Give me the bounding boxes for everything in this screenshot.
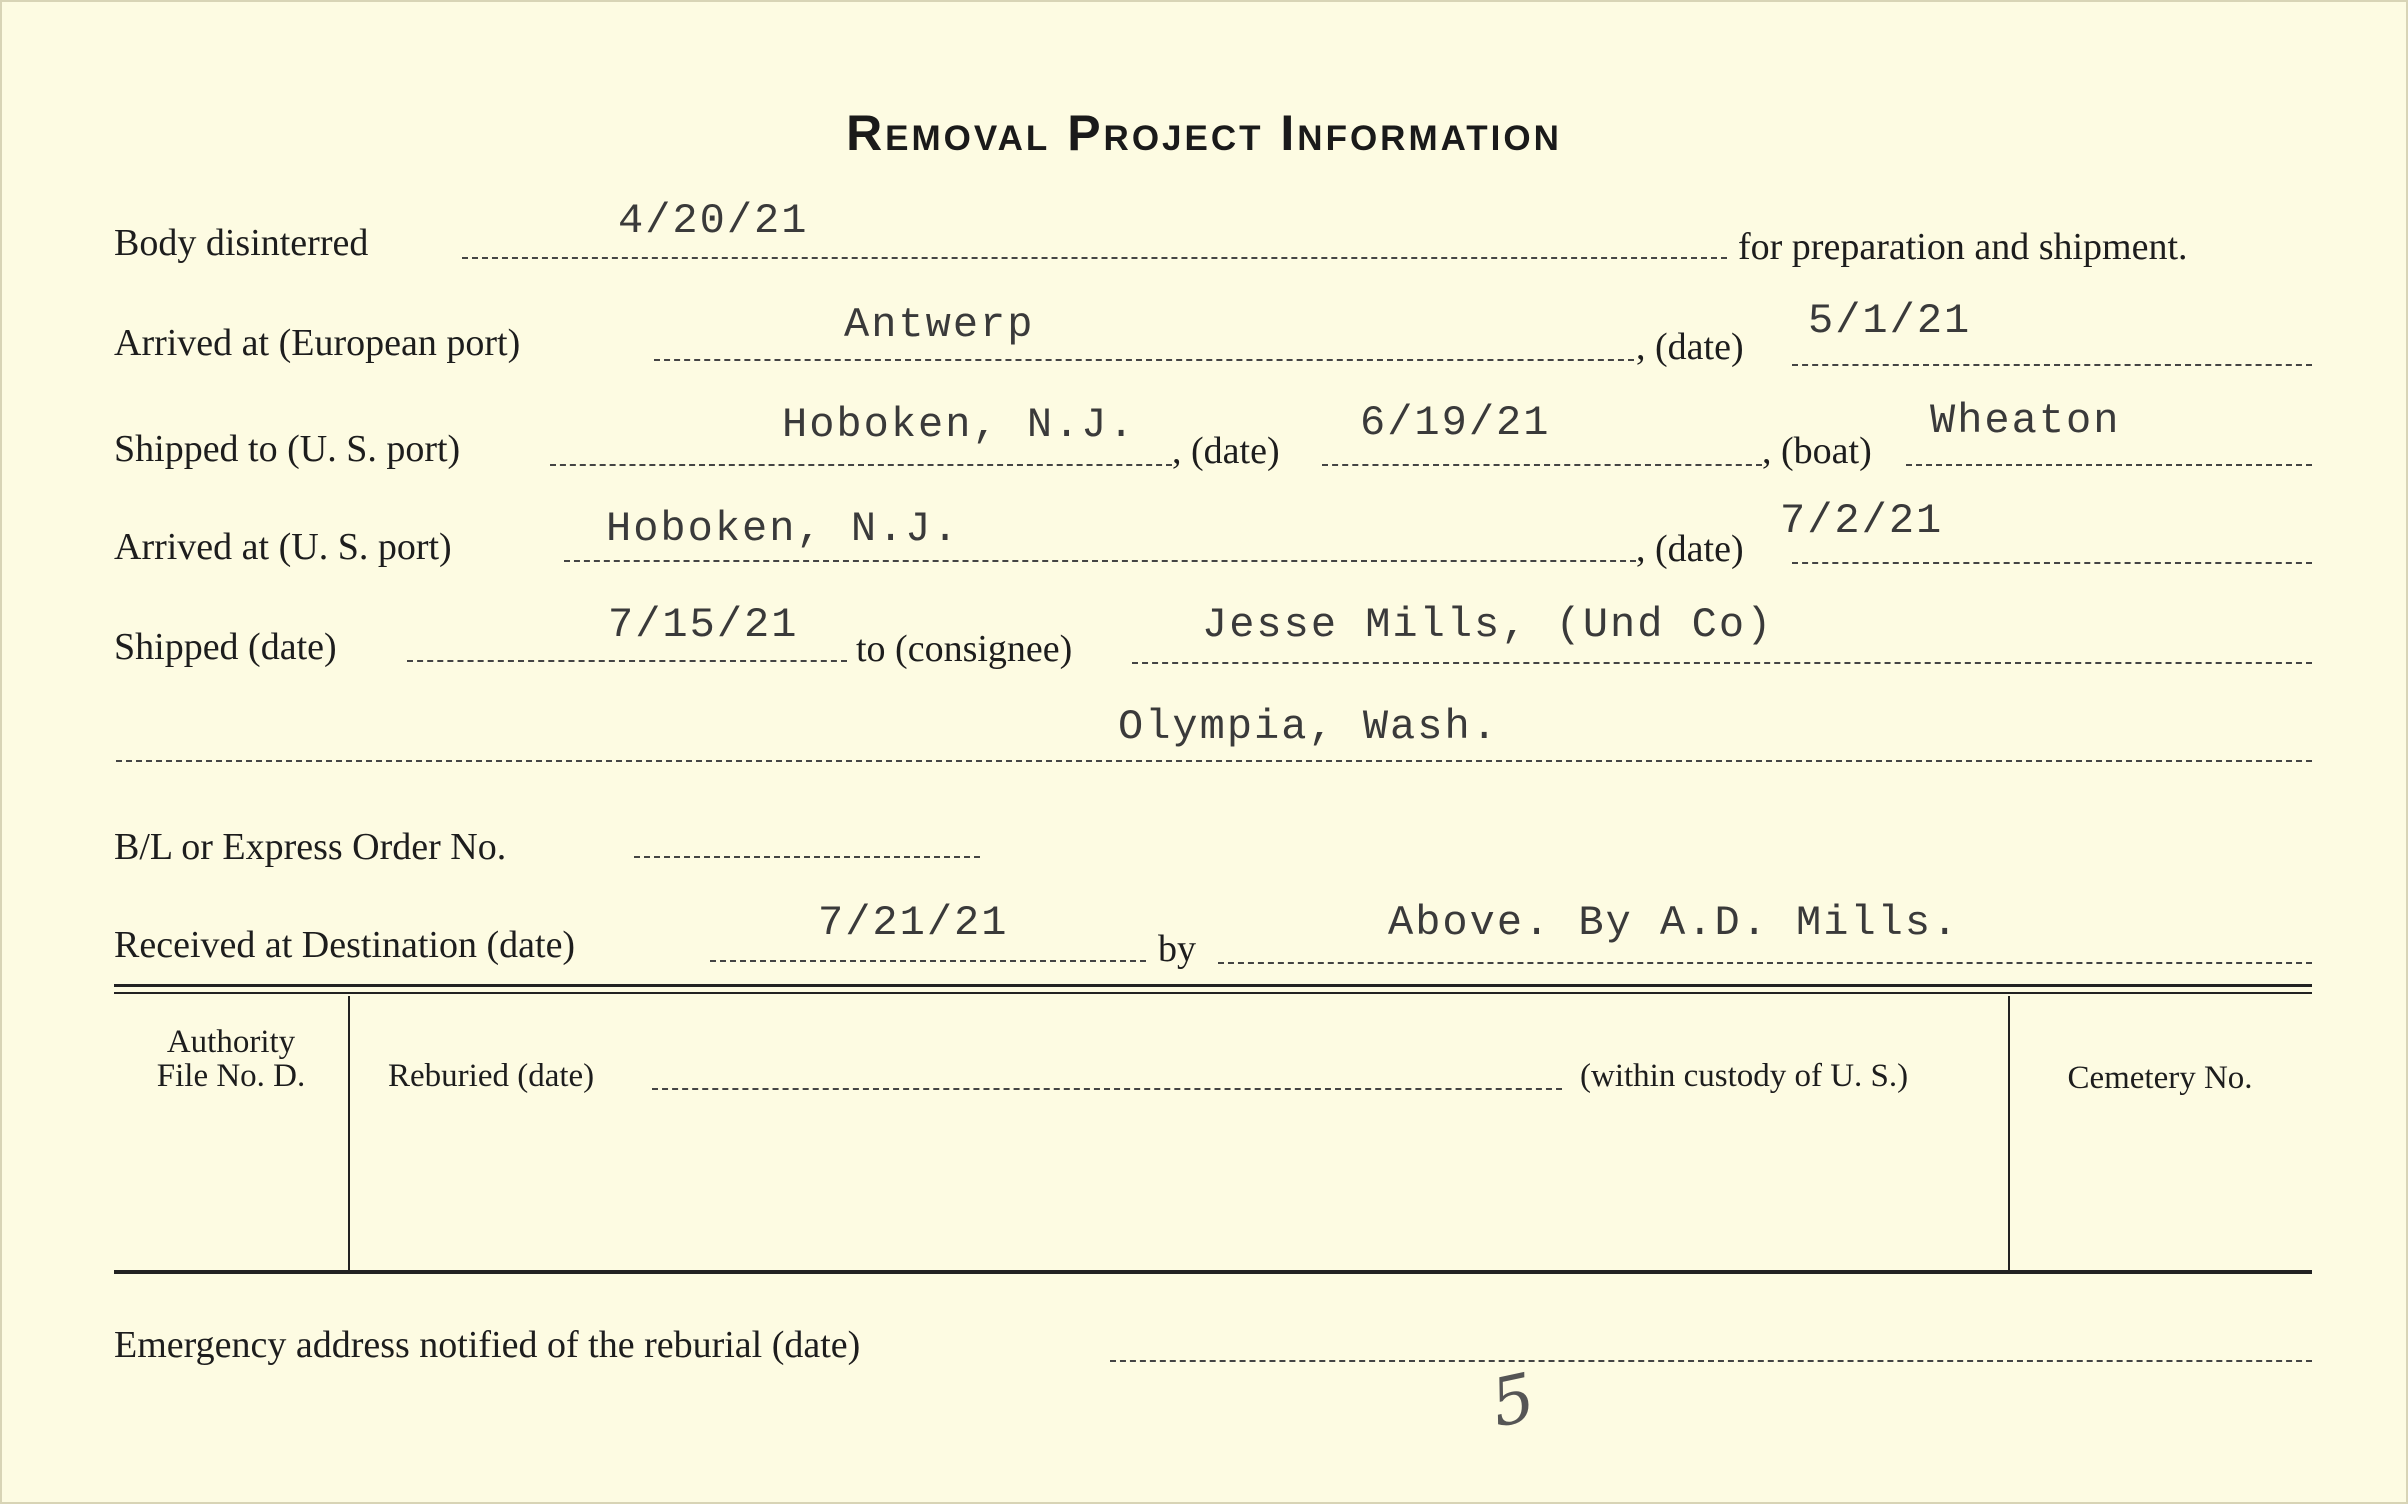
bl-line [634, 856, 980, 858]
us-shipped-date-label: , (date) [1172, 430, 1280, 472]
us-port-arrived-value: Hoboken, N.J. [606, 505, 960, 553]
consignee-address-line [116, 760, 2312, 762]
pen-mark: 5 [1484, 1358, 1542, 1443]
authority-label: Authority [166, 1024, 296, 1060]
table-top-rule-inner [114, 992, 2312, 994]
table-divider-left [348, 996, 350, 1270]
emergency-label: Emergency address notified of the reburial (date) [114, 1324, 861, 1366]
table-divider-right [2008, 996, 2010, 1270]
boat-line [1906, 464, 2312, 466]
us-port-arrived-line [564, 560, 1636, 562]
received-date-label: Received at Destination (date) [114, 924, 576, 966]
cemetery-label: Cemetery No. [2067, 1060, 2253, 1096]
boat-value: Wheaton [1930, 397, 2121, 445]
received-date-line [710, 960, 1146, 962]
consignee-address-value: Olympia, Wash. [1118, 703, 1499, 751]
received-by-label: by [1158, 928, 1196, 970]
disinterred-label: Body disinterred [114, 222, 369, 264]
us-arrived-date-label: , (date) [1636, 528, 1744, 570]
us-arrived-date-line [1792, 562, 2312, 564]
european-date-value: 5/1/21 [1808, 297, 1972, 345]
received-by-value: Above. By A.D. Mills. [1388, 899, 1960, 947]
shipped-date-line [407, 660, 847, 662]
reburied-line [652, 1088, 1562, 1090]
reburied-label: Reburied (date) [388, 1058, 595, 1094]
card-title: Removal Project Information [846, 105, 1562, 161]
shipped-date-value: 7/15/21 [608, 601, 799, 649]
us-port-shipped-label: Shipped to (U. S. port) [114, 428, 461, 470]
european-port-value: Antwerp [844, 301, 1035, 349]
custody-label: (within custody of U. S.) [1580, 1058, 1909, 1094]
disinterred-suffix: for preparation and shipment. [1738, 226, 2188, 268]
consignee-value: Jesse Mills, (Und Co) [1202, 601, 1774, 649]
us-port-arrived-label: Arrived at (U. S. port) [114, 526, 452, 568]
european-date-line [1792, 364, 2312, 366]
received-by-line [1218, 962, 2312, 964]
us-port-shipped-value: Hoboken, N.J. [782, 401, 1136, 449]
table-top-rule [114, 984, 2312, 987]
shipped-date-label: Shipped (date) [114, 626, 337, 668]
received-date-value: 7/21/21 [818, 899, 1009, 947]
us-shipped-date-line [1322, 464, 1762, 466]
us-shipped-date-value: 6/19/21 [1360, 399, 1551, 447]
european-port-label: Arrived at (European port) [114, 322, 521, 364]
emergency-line [1110, 1360, 2312, 1362]
us-port-shipped-line [550, 464, 1172, 466]
us-arrived-date-value: 7/2/21 [1780, 497, 1944, 545]
disinterred-line [462, 257, 1727, 259]
european-date-label: , (date) [1636, 326, 1744, 368]
consignee-line [1132, 662, 2312, 664]
consignee-label: to (consignee) [856, 628, 1073, 670]
european-port-line [654, 359, 1634, 361]
bl-label: B/L or Express Order No. [114, 826, 507, 868]
authority-file-label: File No. D. [156, 1058, 306, 1094]
disinterred-value: 4/20/21 [618, 197, 809, 245]
table-bottom-rule [114, 1270, 2312, 1274]
boat-label: , (boat) [1762, 430, 1872, 472]
